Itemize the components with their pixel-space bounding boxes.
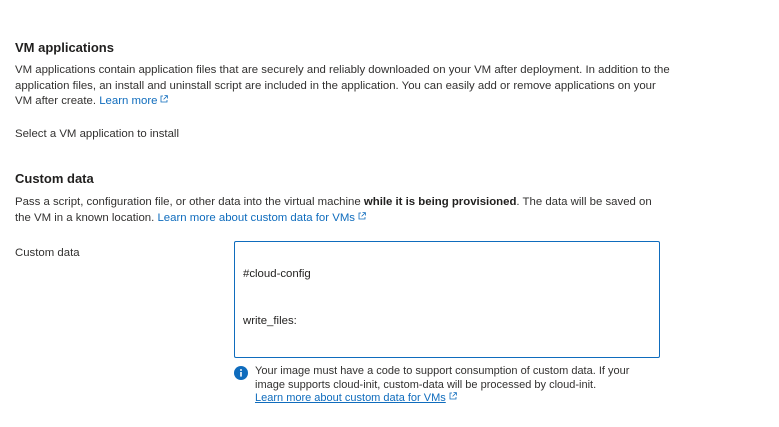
custom-data-field-label: Custom data: [15, 247, 80, 259]
info-learn-more-link[interactable]: [255, 392, 457, 404]
custom-data-learn-more-label: Learn more about custom data for VMs: [157, 211, 356, 224]
external-link-icon: [160, 95, 168, 103]
custom-data-learn-more-link[interactable]: [157, 212, 366, 224]
custom-data-desc-prefix: Pass a script, configuration file, or other data into the virtual machine: [15, 196, 364, 208]
select-vm-application-link[interactable]: Select a VM application to install: [15, 128, 179, 140]
vm-applications-heading: VM applications: [15, 40, 114, 55]
info-icon: [234, 366, 248, 380]
vm-applications-learn-more-label: Learn more: [99, 95, 158, 107]
custom-data-textarea[interactable]: [234, 241, 660, 358]
custom-data-description: [15, 195, 665, 226]
custom-data-desc-bold: while it is being provisioned: [363, 196, 517, 208]
custom-data-desc-suffix: . The data will be saved on the VM in a known location.: [15, 196, 652, 224]
textarea-line: write_files:: [243, 314, 297, 327]
vm-applications-learn-more-link[interactable]: [99, 95, 168, 107]
external-link-icon: [358, 212, 366, 220]
custom-data-heading: Custom data: [15, 171, 94, 186]
external-link-icon: [449, 392, 457, 400]
vm-applications-description-text: VM applications contain application files that are securely and reliably downloaded on your VM after deployment. In addition to the application files, an install and uninstall script are included in the application. You can easily add or remove applications on your VM after create.: [15, 64, 670, 107]
textarea-line: #cloud-config: [243, 268, 311, 280]
custom-data-textarea-content: [243, 241, 660, 358]
info-learn-more-label: Learn more about custom data for VMs: [255, 392, 446, 404]
info-message-text: Your image must have a code to support consumption of custom data. If your image supports cloud-init, custom-data will be processed by cloud-init.: [255, 365, 630, 391]
vm-applications-description: [15, 63, 675, 110]
